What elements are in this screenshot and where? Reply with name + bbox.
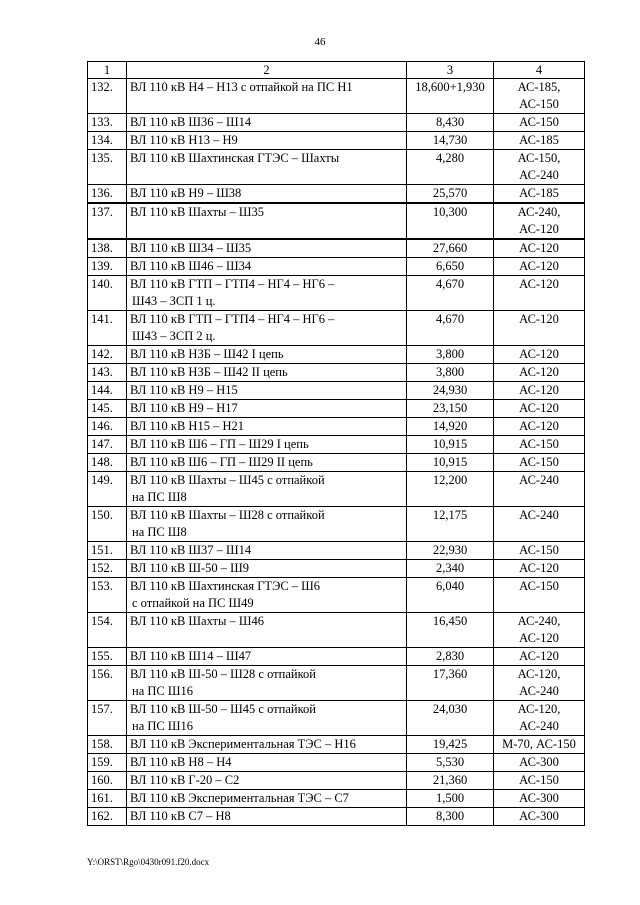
line-name-text: ВЛ 110 кВ Н9 – Н15 <box>130 383 238 397</box>
line-name <box>127 701 407 736</box>
line-name <box>127 790 407 808</box>
line-name-text: ВЛ 110 кВ Ш37 – Ш14 <box>130 543 252 557</box>
row-number: 147. <box>88 436 127 454</box>
table-row <box>88 736 585 754</box>
wire-type: АС-240, АС-120 <box>494 613 585 648</box>
row-number: 150. <box>88 507 127 542</box>
line-name <box>127 454 407 472</box>
line-name-text: ВЛ 110 кВ Ш6 – ГП – Ш29 II цепь <box>130 455 313 469</box>
line-length: 6,040 <box>407 578 494 613</box>
row-number: 155. <box>88 648 127 666</box>
row-number: 149. <box>88 472 127 507</box>
line-length: 10,915 <box>407 436 494 454</box>
line-length: 24,030 <box>407 701 494 736</box>
row-number: 140. <box>88 276 127 311</box>
table-row <box>88 808 585 826</box>
line-name-text: ВЛ 110 кВ Ш34 – Ш35 <box>130 241 252 255</box>
wire-type: АС-150 <box>494 454 585 472</box>
line-name-text: ВЛ 110 кВ ГТП – ГТП4 – НГ4 – НГ6 – <box>130 277 335 291</box>
line-length: 8,300 <box>407 808 494 826</box>
wire-type: АС-120, АС-240 <box>494 701 585 736</box>
table-row <box>88 400 585 418</box>
wire-type: АС-150 <box>494 772 585 790</box>
wire-type: АС-120 <box>494 400 585 418</box>
line-length: 17,360 <box>407 666 494 701</box>
line-name <box>127 79 407 114</box>
line-name-text: ВЛ 110 кВ Шахтинская ГТЭС – Шахты <box>130 151 340 165</box>
line-length: 10,915 <box>407 454 494 472</box>
line-name-text: ВЛ 110 кВ Ш-50 – Ш9 <box>130 561 250 575</box>
line-name <box>127 400 407 418</box>
line-length: 5,530 <box>407 754 494 772</box>
wire-type: АС-185, АС-150 <box>494 79 585 114</box>
line-length: 14,920 <box>407 418 494 436</box>
wire-type: АС-120 <box>494 418 585 436</box>
table-row <box>88 276 585 311</box>
line-length: 4,280 <box>407 150 494 185</box>
line-name <box>127 808 407 826</box>
line-length: 23,150 <box>407 400 494 418</box>
table-row <box>88 150 585 185</box>
line-name <box>127 507 407 542</box>
row-number: 132. <box>88 79 127 114</box>
line-name <box>127 736 407 754</box>
line-name <box>127 772 407 790</box>
wire-type: АС-120 <box>494 382 585 400</box>
line-name-text: ВЛ 110 кВ Ш-50 – Ш45 с отпайкой <box>130 702 316 716</box>
table-row <box>88 772 585 790</box>
table-row <box>88 346 585 364</box>
line-name-text: ВЛ 110 кВ Ш-50 – Ш28 с отпайкой <box>130 667 316 681</box>
line-name-text: ВЛ 110 кВ Г-20 – С2 <box>130 773 240 787</box>
row-number: 138. <box>88 239 127 258</box>
wire-type: АС-185 <box>494 185 585 204</box>
line-name-text: ВЛ 110 кВ С7 – Н8 <box>130 809 231 823</box>
line-name-text: на ПС Ш8 <box>132 525 187 539</box>
line-length: 19,425 <box>407 736 494 754</box>
row-number: 160. <box>88 772 127 790</box>
line-name <box>127 276 407 311</box>
line-name <box>127 382 407 400</box>
line-name-text: ВЛ 110 кВ Н9 – Н17 <box>130 401 238 415</box>
table-row <box>88 790 585 808</box>
table-row <box>88 542 585 560</box>
line-length: 2,340 <box>407 560 494 578</box>
line-name-text: ВЛ 110 кВ ГТП – ГТП4 – НГ4 – НГ6 – <box>130 312 335 326</box>
table-row <box>88 418 585 436</box>
row-number: 156. <box>88 666 127 701</box>
row-number: 153. <box>88 578 127 613</box>
header-col-4: 4 <box>494 62 585 79</box>
wire-type: АС-120 <box>494 364 585 382</box>
line-name-text: ВЛ 110 кВ Ш46 – Ш34 <box>130 259 252 273</box>
table-row <box>88 666 585 701</box>
line-length: 16,450 <box>407 613 494 648</box>
line-name-text: ВЛ 110 кВ Ш6 – ГП – Ш29 I цепь <box>130 437 309 451</box>
row-number: 136. <box>88 185 127 204</box>
line-length: 3,800 <box>407 364 494 382</box>
row-number: 133. <box>88 114 127 132</box>
table-row <box>88 185 585 204</box>
table-row <box>88 613 585 648</box>
line-length: 14,730 <box>407 132 494 150</box>
line-length: 24,930 <box>407 382 494 400</box>
table-row <box>88 648 585 666</box>
row-number: 161. <box>88 790 127 808</box>
line-length: 2,830 <box>407 648 494 666</box>
table-row <box>88 472 585 507</box>
header-col-2: 2 <box>127 62 407 79</box>
table-row <box>88 114 585 132</box>
line-length: 18,600+1,930 <box>407 79 494 114</box>
line-name-text: ВЛ 110 кВ Н8 – Н4 <box>130 755 232 769</box>
line-length: 27,660 <box>407 239 494 258</box>
line-name <box>127 150 407 185</box>
line-name-text: ВЛ 110 кВ Н9 – Ш38 <box>130 186 242 200</box>
wire-type: АС-120 <box>494 311 585 346</box>
wire-type: АС-240 <box>494 472 585 507</box>
row-number: 157. <box>88 701 127 736</box>
row-number: 143. <box>88 364 127 382</box>
wire-type: АС-240 <box>494 507 585 542</box>
power-lines-table <box>87 61 585 826</box>
wire-type: АС-120 <box>494 648 585 666</box>
wire-type: АС-300 <box>494 754 585 772</box>
line-name <box>127 666 407 701</box>
line-name <box>127 364 407 382</box>
line-length: 10,300 <box>407 203 494 239</box>
wire-type: М-70, АС-150 <box>494 736 585 754</box>
line-length: 12,175 <box>407 507 494 542</box>
wire-type: АС-120 <box>494 560 585 578</box>
line-length: 12,200 <box>407 472 494 507</box>
line-name <box>127 258 407 276</box>
wire-type: АС-120 <box>494 258 585 276</box>
table-row <box>88 578 585 613</box>
line-name-text: ВЛ 110 кВ НЗБ – Ш42 I цепь <box>130 347 284 361</box>
line-name-text: ВЛ 110 кВ Н13 – Н9 <box>130 133 238 147</box>
row-number: 137. <box>88 203 127 239</box>
table-row <box>88 382 585 400</box>
line-length: 6,650 <box>407 258 494 276</box>
line-length: 22,930 <box>407 542 494 560</box>
table-row <box>88 560 585 578</box>
table-row <box>88 203 585 239</box>
row-number: 152. <box>88 560 127 578</box>
row-number: 142. <box>88 346 127 364</box>
line-name-text: на ПС Ш16 <box>132 719 193 733</box>
wire-type: АС-150 <box>494 436 585 454</box>
line-length: 1,500 <box>407 790 494 808</box>
table-row <box>88 79 585 114</box>
line-name-text: на ПС Ш16 <box>132 684 193 698</box>
page-number: 46 <box>314 36 326 48</box>
line-name <box>127 311 407 346</box>
line-name-text: на ПС Ш8 <box>132 490 187 504</box>
row-number: 144. <box>88 382 127 400</box>
line-name-text: Ш43 – ЗСП 1 ц. <box>132 294 216 308</box>
line-name <box>127 436 407 454</box>
line-length: 25,570 <box>407 185 494 204</box>
wire-type: АС-185 <box>494 132 585 150</box>
wire-type: АС-120 <box>494 346 585 364</box>
row-number: 162. <box>88 808 127 826</box>
row-number: 148. <box>88 454 127 472</box>
wire-type: АС-300 <box>494 790 585 808</box>
line-length: 8,430 <box>407 114 494 132</box>
wire-type: АС-240, АС-120 <box>494 203 585 239</box>
table-row <box>88 507 585 542</box>
row-number: 139. <box>88 258 127 276</box>
line-name <box>127 203 407 239</box>
wire-type: АС-150 <box>494 542 585 560</box>
line-name <box>127 613 407 648</box>
row-number: 135. <box>88 150 127 185</box>
table-row <box>88 132 585 150</box>
row-number: 134. <box>88 132 127 150</box>
table-row <box>88 754 585 772</box>
line-name-text: ВЛ 110 кВ Экспериментальная ТЭС – Н16 <box>130 737 356 751</box>
table-row <box>88 701 585 736</box>
line-length: 3,800 <box>407 346 494 364</box>
line-name-text: ВЛ 110 кВ Экспериментальная ТЭС – С7 <box>130 791 349 805</box>
line-name <box>127 542 407 560</box>
line-name-text: ВЛ 110 кВ Н15 – Н21 <box>130 419 244 433</box>
line-name-text: Ш43 – ЗСП 2 ц. <box>132 329 216 343</box>
table-row <box>88 364 585 382</box>
line-name-text: ВЛ 110 кВ Ш14 – Ш47 <box>130 649 252 663</box>
line-name-text: ВЛ 110 кВ Ш36 – Ш14 <box>130 115 252 129</box>
line-name-text: с отпайкой на ПС Ш49 <box>132 596 254 610</box>
row-number: 159. <box>88 754 127 772</box>
header-row <box>88 62 585 79</box>
line-name <box>127 472 407 507</box>
line-name-text: ВЛ 110 кВ Н4 – Н13 с отпайкой на ПС Н1 <box>130 80 353 94</box>
line-name-text: ВЛ 110 кВ Шахты – Ш28 с отпайкой <box>130 508 325 522</box>
wire-type: АС-150 <box>494 578 585 613</box>
line-name <box>127 185 407 204</box>
wire-type: АС-300 <box>494 808 585 826</box>
line-name-text: ВЛ 110 кВ Шахты – Ш46 <box>130 614 264 628</box>
line-name-text: ВЛ 110 кВ Шахтинская ГТЭС – Ш6 <box>130 579 321 593</box>
line-name <box>127 648 407 666</box>
row-number: 154. <box>88 613 127 648</box>
line-name <box>127 578 407 613</box>
wire-type: АС-120 <box>494 239 585 258</box>
wire-type: АС-150, АС-240 <box>494 150 585 185</box>
line-name <box>127 239 407 258</box>
table-row <box>88 454 585 472</box>
wire-type: АС-120 <box>494 276 585 311</box>
row-number: 145. <box>88 400 127 418</box>
line-name <box>127 754 407 772</box>
line-name <box>127 114 407 132</box>
line-length: 4,670 <box>407 276 494 311</box>
line-name <box>127 346 407 364</box>
line-name-text: ВЛ 110 кВ Шахты – Ш45 с отпайкой <box>130 473 325 487</box>
table-body <box>88 79 585 826</box>
header-col-1: 1 <box>88 62 127 79</box>
table-row <box>88 311 585 346</box>
row-number: 146. <box>88 418 127 436</box>
header-col-3: 3 <box>407 62 494 79</box>
line-length: 4,670 <box>407 311 494 346</box>
line-name <box>127 560 407 578</box>
row-number: 141. <box>88 311 127 346</box>
line-name-text: ВЛ 110 кВ НЗБ – Ш42 II цепь <box>130 365 288 379</box>
file-path-footer: Y:\ORST\Rgo\0430r091.f20.docx <box>87 857 210 867</box>
row-number: 158. <box>88 736 127 754</box>
table-row <box>88 258 585 276</box>
table-header <box>88 62 585 79</box>
line-name <box>127 418 407 436</box>
row-number: 151. <box>88 542 127 560</box>
wire-type: АС-150 <box>494 114 585 132</box>
line-length: 21,360 <box>407 772 494 790</box>
line-name <box>127 132 407 150</box>
table-row <box>88 239 585 258</box>
table-row <box>88 436 585 454</box>
wire-type: АС-120, АС-240 <box>494 666 585 701</box>
line-name-text: ВЛ 110 кВ Шахты – Ш35 <box>130 205 264 219</box>
